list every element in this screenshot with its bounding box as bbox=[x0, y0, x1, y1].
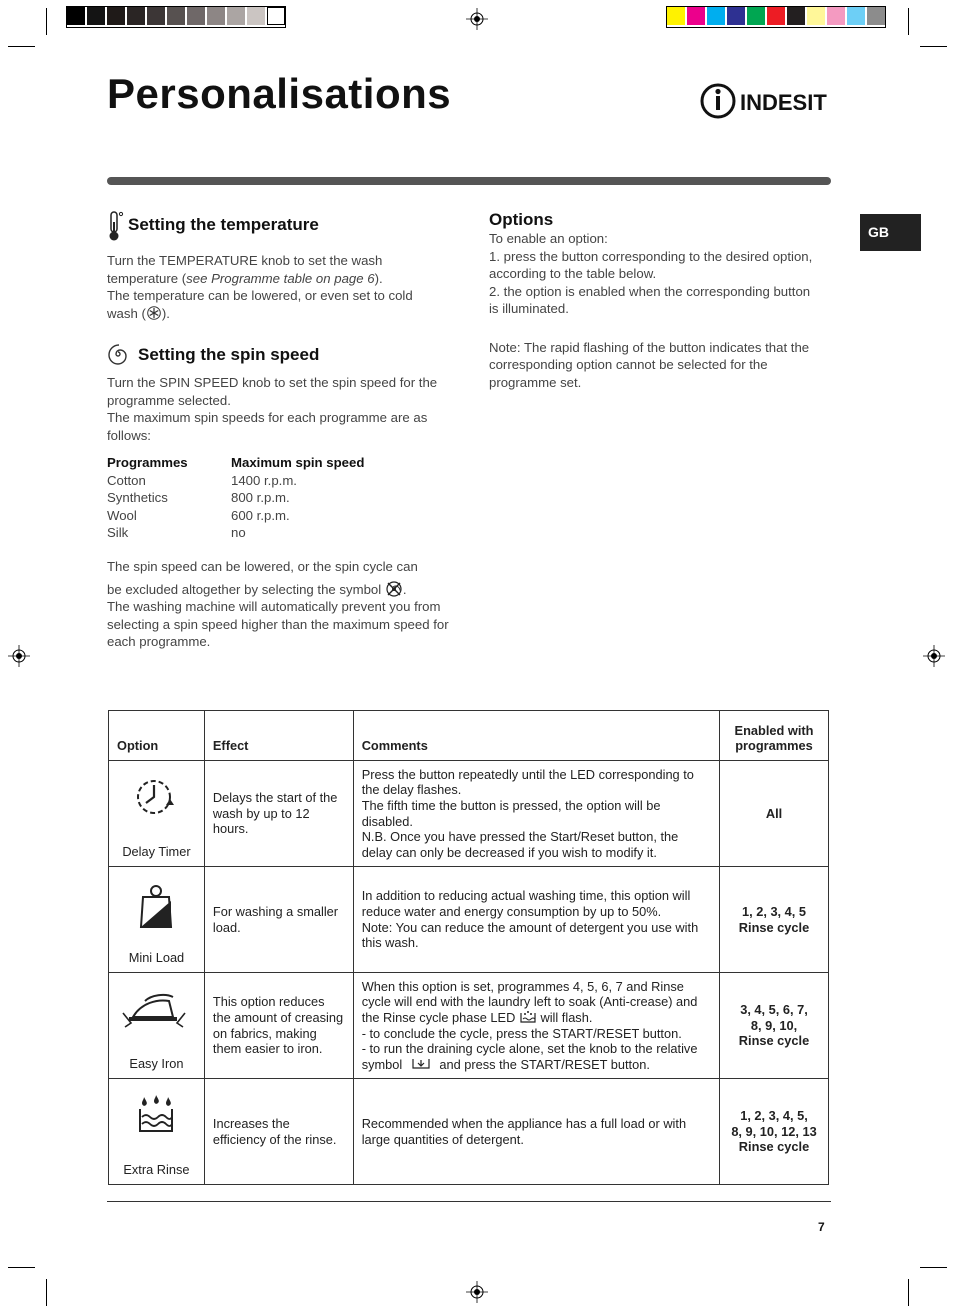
indesit-logo bbox=[700, 82, 832, 120]
max-speed-column-header: Maximum spin speed bbox=[231, 455, 365, 470]
color-swatch bbox=[687, 7, 707, 25]
option-cell bbox=[109, 867, 205, 973]
color-swatch bbox=[767, 7, 787, 25]
temperature-line-3: The temperature can be lowered, or even set to cold bbox=[107, 288, 413, 303]
spin-speed-icon bbox=[107, 343, 129, 365]
registration-mark-icon bbox=[923, 645, 945, 667]
mini-load-icon bbox=[136, 881, 176, 931]
enabled-programmes-cell: 1, 2, 3, 4, 5 Rinse cycle bbox=[720, 867, 829, 973]
table-row bbox=[109, 867, 829, 973]
color-swatch bbox=[707, 7, 727, 25]
options-text bbox=[489, 230, 819, 391]
easy-iron-icon bbox=[121, 987, 191, 1031]
drain-icon bbox=[410, 1057, 432, 1071]
temperature-line-2: temperature (see Programme table on page 6). bbox=[107, 270, 383, 286]
page-title: Personalisations bbox=[107, 70, 452, 117]
options-heading: Options bbox=[489, 210, 554, 229]
language-tab-gb: GB bbox=[860, 214, 921, 251]
grayscale-color-bar bbox=[66, 6, 286, 28]
max-spin-speed-table bbox=[107, 454, 437, 542]
spin-speed-heading: Setting the spin speed bbox=[138, 345, 320, 364]
spin-table-row: Synthetics 800 r.p.m. bbox=[107, 490, 290, 505]
registration-mark-icon bbox=[466, 8, 488, 30]
color-swatch bbox=[247, 7, 267, 25]
rinse-led-icon bbox=[519, 1010, 537, 1024]
page-number: 7 bbox=[818, 1220, 825, 1234]
color-swatch bbox=[87, 7, 107, 25]
options-step-1: 1. press the button corresponding to the desired option, according to the table below. bbox=[489, 248, 813, 281]
programme-table-reference: see Programme table on page 6 bbox=[186, 270, 375, 286]
comments-cell: Press the button repeatedly until the LED corresponding to the delay flashes. The fifth time the button is pressed, the option will be disabled. N.B. Once you have pressed the Start/Reset button, the delay can only be decreased if you wish to modify it. bbox=[353, 761, 719, 867]
color-swatch bbox=[807, 7, 827, 25]
options-note: Note: The rapid flashing of the button indicates that the corresponding option cannot be selected for the programme set. bbox=[489, 339, 810, 390]
header-divider bbox=[107, 177, 831, 185]
table-row bbox=[109, 973, 829, 1079]
temperature-text bbox=[107, 252, 452, 322]
brand-name: INDESIT bbox=[740, 90, 827, 115]
comments-cell: When this option is set, programmes 4, 5, 6, 7 and Rinse cycle will end with the laundry left to soak (Anti-crease) and the Rinse cycle phase LED will flash. - to conclude the cycle, press the START/RESET button. - to run the draining cycle alone, set the knob to the relative symbol and press the START/RESET button. bbox=[353, 973, 719, 1079]
spin-para-4: The washing machine will automatically prevent you from selecting a spin speed higher than the maximum speed for each programme. bbox=[107, 599, 449, 649]
option-label: Delay Timer bbox=[122, 844, 191, 860]
option-label: Easy Iron bbox=[129, 1056, 184, 1072]
spin-para-1: Turn the SPIN SPEED knob to set the spin speed for the programme selected. bbox=[107, 375, 438, 408]
color-swatch bbox=[227, 7, 247, 25]
spin-speed-intro bbox=[107, 374, 452, 444]
option-label: Extra Rinse bbox=[123, 1162, 190, 1178]
effect-cell: For washing a smaller load. bbox=[204, 867, 353, 973]
color-swatch bbox=[867, 7, 885, 25]
color-swatch bbox=[127, 7, 147, 25]
spin-para-3b: be excluded altogether by selecting the symbol . bbox=[107, 581, 407, 597]
color-swatch bbox=[787, 7, 807, 25]
comments-cell: In addition to reducing actual washing time, this option will reduce water and energy consumption by up to 50%. Note: You can reduce the amount of detergent you use with this wash. bbox=[353, 867, 719, 973]
option-cell bbox=[109, 973, 205, 1079]
enabled-programmes-cell: 3, 4, 5, 6, 7, 8, 9, 10, Rinse cycle bbox=[720, 973, 829, 1079]
spin-table-row: Cotton 1400 r.p.m. bbox=[107, 472, 297, 488]
enabled-column-header: Enabled with programmes bbox=[720, 711, 829, 761]
spin-para-3a: The spin speed can be lowered, or the spin cycle can bbox=[107, 559, 418, 574]
extra-rinse-icon bbox=[136, 1093, 176, 1137]
registration-mark-icon bbox=[8, 645, 30, 667]
option-column-header: Option bbox=[109, 711, 205, 761]
option-cell bbox=[109, 761, 205, 867]
color-swatch bbox=[147, 7, 167, 25]
effect-cell: Delays the start of the wash by up to 12 hours. bbox=[204, 761, 353, 867]
color-swatch bbox=[187, 7, 207, 25]
comments-column-header: Comments bbox=[353, 711, 719, 761]
no-spin-icon bbox=[385, 581, 403, 597]
color-swatch bbox=[727, 7, 747, 25]
spin-para-2: The maximum spin speeds for each programme are as follows: bbox=[107, 410, 428, 443]
color-swatch bbox=[107, 7, 127, 25]
spin-table-row: Wool 600 r.p.m. bbox=[107, 507, 290, 523]
options-table-header bbox=[109, 711, 829, 761]
registration-mark-icon bbox=[466, 1281, 488, 1303]
process-color-bar bbox=[666, 6, 886, 28]
programmes-column-header: Programmes bbox=[107, 455, 188, 470]
color-swatch bbox=[827, 7, 847, 25]
options-step-2: 2. the option is enabled when the corresponding button is illuminated. bbox=[489, 283, 811, 316]
enabled-programmes-cell: All bbox=[720, 761, 829, 867]
color-swatch bbox=[847, 7, 867, 25]
option-cell bbox=[109, 1079, 205, 1185]
color-swatch bbox=[67, 7, 87, 25]
temperature-heading: Setting the temperature bbox=[128, 215, 319, 234]
options-intro: To enable an option: bbox=[489, 231, 608, 246]
temperature-line-4: wash ( ). bbox=[107, 305, 170, 321]
spin-table-header bbox=[107, 454, 437, 472]
spin-speed-notes bbox=[107, 558, 452, 651]
color-swatch bbox=[747, 7, 767, 25]
spin-table-row: Silk no bbox=[107, 525, 246, 540]
color-swatch bbox=[207, 7, 227, 25]
effect-cell: This option reduces the amount of creasing on fabrics, making them easier to iron. bbox=[204, 973, 353, 1079]
color-swatch bbox=[667, 7, 687, 25]
thermometer-icon bbox=[107, 210, 125, 242]
color-swatch bbox=[267, 7, 285, 25]
table-row bbox=[109, 1079, 829, 1185]
comments-cell: Recommended when the appliance has a full load or with large quantities of detergent. bbox=[353, 1079, 719, 1185]
temperature-line-1: Turn the TEMPERATURE knob to set the wash bbox=[107, 253, 383, 268]
color-swatch bbox=[167, 7, 187, 25]
enabled-programmes-cell: 1, 2, 3, 4, 5, 8, 9, 10, 12, 13 Rinse cycle bbox=[720, 1079, 829, 1185]
effect-column-header: Effect bbox=[204, 711, 353, 761]
delay-timer-icon bbox=[132, 775, 180, 819]
snowflake-icon bbox=[146, 306, 162, 320]
effect-cell: Increases the efficiency of the rinse. bbox=[204, 1079, 353, 1185]
option-label: Mini Load bbox=[128, 950, 185, 966]
options-table bbox=[108, 710, 829, 1185]
footer-divider bbox=[107, 1201, 831, 1202]
table-row bbox=[109, 761, 829, 867]
